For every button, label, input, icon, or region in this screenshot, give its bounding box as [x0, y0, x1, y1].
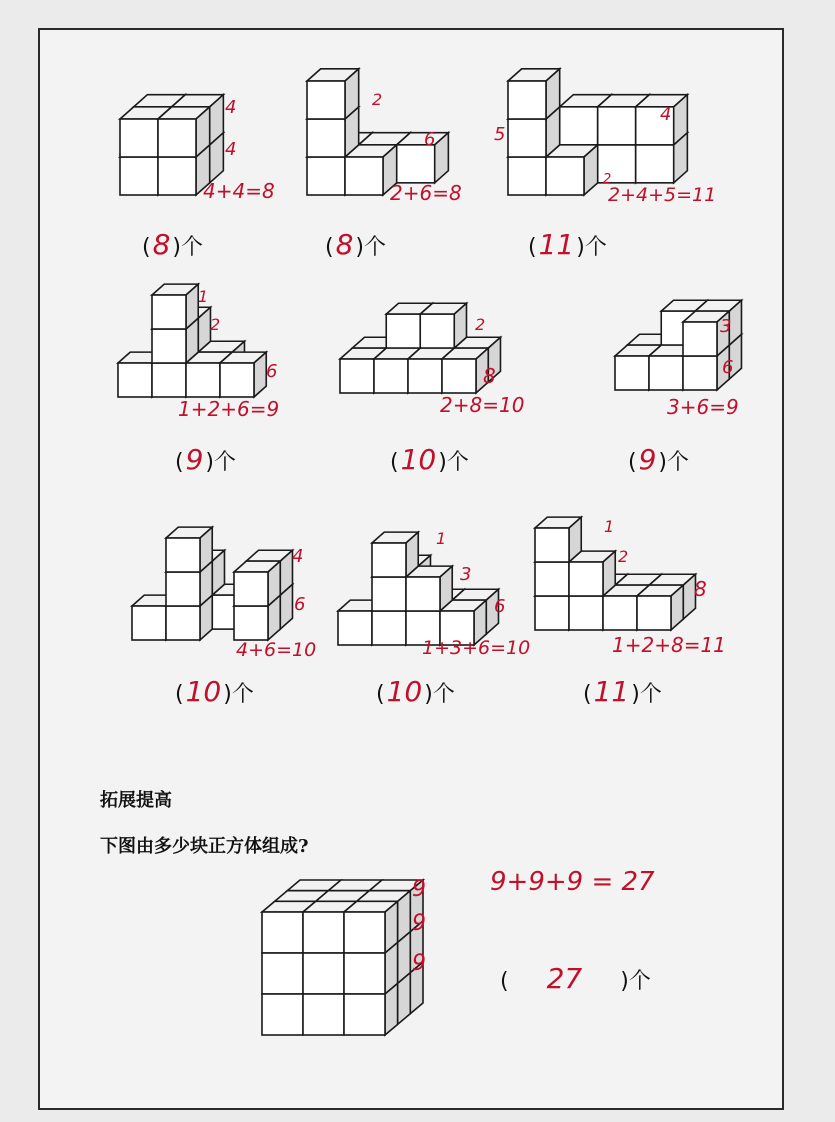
layer-label: 4 [225, 97, 237, 118]
layer-label: 1 [436, 529, 447, 548]
cube [546, 145, 598, 195]
layer-label: 2 [603, 172, 612, 187]
equation-2: 2+6=8 [390, 181, 462, 205]
question-text: 下图由多少块正方体组成? [100, 836, 309, 857]
layer-label: 1 [198, 287, 209, 306]
answer-8: (10)个 [376, 675, 455, 708]
layer-label: 5 [494, 124, 506, 145]
layer-label: 2 [475, 315, 486, 334]
cube-figure-4 [118, 284, 266, 397]
section-title: 拓展提高 [100, 790, 172, 811]
extension-equation: 9+9+9 = 27 [490, 867, 655, 897]
cube [152, 284, 198, 329]
cube [345, 145, 397, 195]
equation-1: 4+4=8 [203, 179, 275, 203]
equation-9: 1+2+8=11 [612, 633, 726, 657]
cube [158, 107, 210, 157]
layer-label: 2 [618, 547, 629, 566]
equation-4: 1+2+6=9 [178, 397, 280, 421]
cube [420, 303, 466, 348]
answer-6: (9)个 [628, 443, 690, 476]
layer-label: 1 [604, 517, 615, 536]
cube-figure-7 [132, 527, 292, 640]
equation-3: 2+4+5=11 [608, 184, 717, 206]
cube [569, 551, 615, 596]
layer-label: 4 [292, 546, 304, 567]
answer-3: (11)个 [528, 228, 607, 261]
cube [406, 566, 452, 611]
equation-5: 2+8=10 [440, 393, 525, 417]
equation-8: 1+3+6=10 [422, 637, 531, 659]
answer-4: (9)个 [175, 443, 237, 476]
layer-label: 3 [460, 564, 472, 585]
equation-6: 3+6=9 [667, 395, 739, 419]
answer-1: (8)个 [142, 228, 204, 261]
cube [234, 561, 280, 606]
cube-figure-3 [508, 69, 687, 195]
cube [637, 585, 683, 630]
equation-7: 4+6=10 [236, 639, 317, 661]
cube [442, 348, 488, 393]
layer-label: 9 [412, 951, 426, 976]
big-cube-figure [262, 880, 423, 1035]
layer-label: 4 [225, 139, 237, 160]
cube [372, 532, 418, 577]
layer-label: 9 [412, 877, 426, 902]
layer-label: 6 [494, 596, 506, 617]
layer-label: 6 [266, 361, 278, 382]
layer-label: 4 [660, 104, 672, 125]
cube [307, 69, 359, 119]
answer-5: (10)个 [390, 443, 469, 476]
layer-label: 6 [424, 129, 436, 150]
answer-9: (11)个 [583, 675, 662, 708]
final-answer: ( 27 )个 [500, 962, 651, 995]
layer-label: 3 [720, 316, 732, 337]
cube [166, 527, 212, 572]
cube-figure-8 [338, 532, 498, 645]
layer-label: 8 [483, 364, 496, 388]
layer-label: 9 [412, 911, 426, 936]
cube [220, 352, 266, 397]
cube [397, 133, 449, 183]
cube-figure-9 [535, 517, 695, 630]
layer-label: 2 [210, 315, 221, 334]
layer-label: 8 [694, 577, 707, 601]
layer-label: 2 [372, 90, 383, 109]
cube [535, 517, 581, 562]
answer-2: (8)个 [325, 228, 387, 261]
layer-label: 6 [294, 594, 306, 615]
cube [508, 69, 560, 119]
layer-label: 6 [722, 357, 734, 378]
answer-7: (10)个 [175, 675, 254, 708]
